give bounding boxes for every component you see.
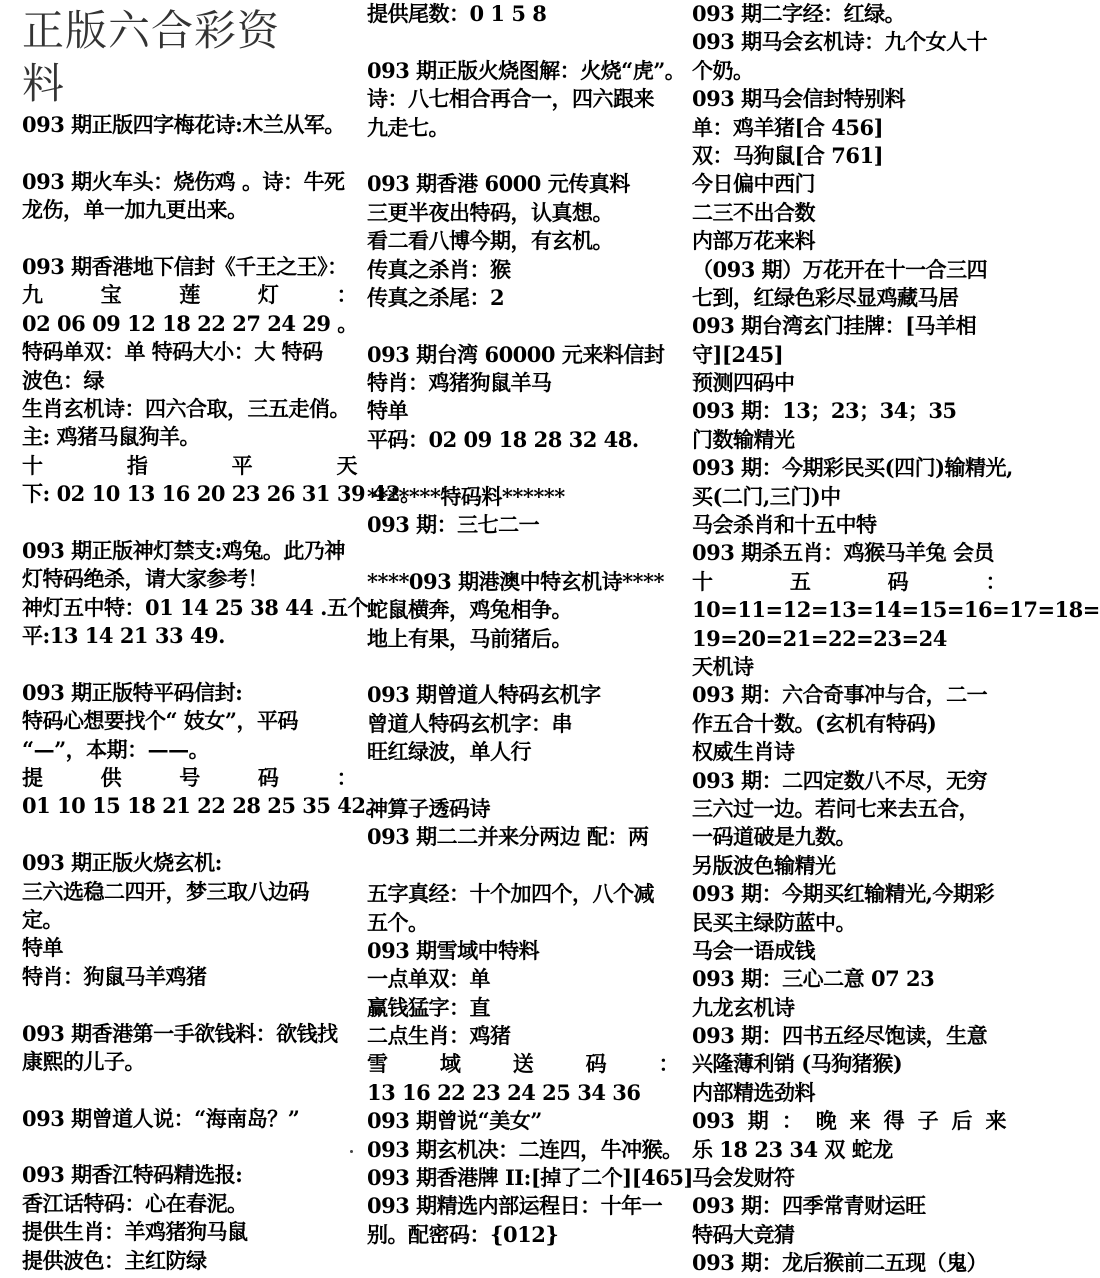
spaced-char: 九 [22,282,43,308]
text-line: 特码大竞猜 [692,1221,795,1247]
text-line: 二点生肖：鸡猪 [367,1023,511,1049]
page-title: 正版六合彩资 [22,6,281,55]
text-line: 波色：绿 [22,367,104,393]
blank-line [22,139,357,167]
text-line: 马会发财符 [692,1165,795,1191]
text-line: 093 期：四书五经尽饱读，生意 [692,1023,988,1049]
text-line: 另版波色输精光 [692,852,836,878]
spaced-char: 来 [849,1108,871,1134]
text-line: 093 期香港牌 II:[掉了二个][465] [367,1165,693,1191]
spaced-char: 供 [100,764,122,790]
spaced-char: ： [658,1051,679,1077]
text-line: 093 期正版四字梅花诗:木兰从军。 [22,112,345,137]
text-line: 下: 02 10 13 16 20 23 26 31 39 42。 [22,481,421,507]
text-line: 五字真经：十个加四个，八个减 [367,881,654,907]
text-line: 093 期二二并来分两边 配：两 [367,824,649,850]
text-line: 093 期火车头：烧伤鸡 。诗：牛死 [22,168,345,194]
spaced-char: ： [781,1108,803,1134]
spaced-char: 十 [22,452,43,478]
text-line: 地上有果，马前猪后。 [367,625,572,651]
blank-line [367,539,679,567]
text-line: 守][245] [692,341,784,367]
text-line: 康熙的儿子。 [22,1048,145,1074]
spaced-char: 得 [883,1108,905,1134]
text-line: 七到，红绿色彩尽显鸡藏马居 [692,284,959,310]
text-line: 神算子透码诗 [367,795,490,821]
text-line: 093 期玄机决：二连四，牛冲猴。 [367,1136,683,1162]
spaced-line [692,1107,1006,1135]
spaced-char: 码 [887,568,909,594]
text-line: 093 期香港第一手欲钱料：欲钱找 [22,1020,338,1046]
text-line: 093 期：六合奇事冲与合，二一 [692,682,988,708]
text-line: 传真之杀肖：猴 [367,256,511,282]
spaced-char: 莲 [179,282,200,308]
spaced-char: 灯 [257,282,279,308]
text-line: 093 期：四季常青财运旺 [692,1193,926,1219]
text-line: 个奶。 [692,57,754,83]
text-line: 093 期正版特平码信封: [22,679,243,705]
text-line: 灯特码绝杀，请大家参考！ [22,566,268,592]
text-line: 提供波色：主红防绿 [22,1247,207,1273]
text-line: 093 期香江特码精选报: [22,1162,243,1188]
text-line: 一点单双：单 [367,966,490,992]
text-line: （093 期）万花开在十一合三四 [692,256,988,282]
page-title-continued: 料 [22,59,66,108]
text-line: 双：马狗鼠[合 761] [692,142,884,168]
text-line: 曾道人特码玄机字：串 [367,710,572,736]
text-line: 093 期：今期买红输精光,今期彩 [692,881,994,907]
text-line: 九龙玄机诗 [692,994,795,1020]
text-line: 093 期曾道人说：“海南岛？” [22,1105,300,1131]
blank-line [22,508,357,536]
blank-line [22,1076,357,1104]
spaced-char: 码 [257,764,279,790]
spaced-char: 五 [789,568,811,594]
text-line: 传真之杀尾：2 [367,284,505,310]
text-line: 特单 [367,398,408,424]
text-line: 马会杀肖和十五中特 [692,512,877,538]
text-line: 民买主绿防蓝中。 [692,909,856,935]
text-line: 三六过一边。若问七来去五合， [692,795,979,821]
blank-line [22,821,357,849]
spaced-line [692,568,1006,596]
text-line: 093 期：13；23；34；35 [692,398,957,424]
text-line: 乐 18 23 34 双 蛇龙 [692,1136,893,1162]
text-line: 内部精选劲料 [692,1079,815,1105]
text-line: 买(二门,三门)中 [692,483,841,509]
text-line: 内部万花来料 [692,228,815,254]
text-line: 093 期二字经：红绿。 [692,1,906,26]
text-line: 提供生肖：羊鸡猪狗马鼠 [22,1219,248,1245]
spaced-line [22,281,357,309]
blank-line [22,225,357,253]
column-right [692,0,1100,1278]
text-line: 01 10 15 18 21 22 28 25 35 42。 [22,793,387,819]
text-line: 平:13 14 21 33 49. [22,623,225,649]
spaced-char: 天 [336,452,357,478]
text-line: 特单 [22,935,63,961]
blank-line [367,653,679,681]
text-line: 九走七。 [367,114,449,140]
text-line: 别。配密码：{012} [367,1221,559,1247]
spaced-char: ： [336,282,357,308]
text-line: 093 期台湾玄门挂牌：[马羊相 [692,313,977,339]
text-line: 门数输精光 [692,426,795,452]
blank-line [367,852,679,880]
text-line: ****093 期港澳中特玄机诗**** [367,568,665,594]
text-line: 主: 鸡猪马鼠狗羊。 [22,424,201,450]
text-line: 权威生肖诗 [692,739,795,765]
text-line: 单：鸡羊猪[合 456] [692,114,884,140]
spaced-char: ： [985,568,1006,594]
text-line: 093 期马会信封特别料 [692,86,906,112]
text-line: 093 期正版火烧玄机: [22,850,222,876]
spaced-char: 晚 [815,1108,837,1134]
text-line: 今日偏中西门 [692,171,815,197]
text-line: 093 期香港 6000 元传真料 [367,171,630,197]
spaced-char: 来 [985,1108,1006,1134]
blank-line [367,142,679,170]
text-line: 093 期精选内部运程日：十年一 [367,1193,663,1219]
spaced-char: 码 [585,1051,607,1077]
text-line: 诗：八七相合再合一，四六跟来 [367,86,654,112]
text-line: 二三不出合数 [692,199,815,225]
blank-line [22,1133,357,1161]
text-line: 提供尾数：0 1 5 8 [367,1,547,26]
text-line: 作五合十数。(玄机有特码) [692,710,937,736]
spaced-char: 平 [231,452,253,478]
text-line: 兴隆薄利销 (马狗猪猴) [692,1051,903,1077]
text-line: 香江话特码：心在春泥。 [22,1190,248,1216]
text-line: 三六选稳二四开，梦三取八边码 [22,878,309,904]
text-line: 赢钱猛字：直 [367,994,490,1020]
text-line: 马会一语成钱 [692,937,815,963]
text-line: 预测四码中 [692,370,795,396]
spaced-char: ： [336,764,357,790]
text-line: 一码道破是九数。 [692,824,856,850]
text-line: 093 期：三心二意 07 23 [692,966,935,992]
text-line: “—”，本期：——。 [22,736,210,762]
text-line: 神灯五中特：01 14 25 38 44 .五个 [22,594,368,620]
text-line: 093 期香港地下信封《千王之王》： [22,253,348,279]
text-line: 五个。 [367,909,429,935]
blank-line [367,767,679,795]
text-line: 特肖：鸡猪狗鼠羊马 [367,370,552,396]
text-line: *******特码料****** [367,483,565,509]
spaced-char: 十 [692,568,713,594]
spaced-char: 送 [512,1051,534,1077]
text-line: 定。 [22,906,63,932]
text-line: 蛇鼠横奔，鸡兔相争。 [367,597,572,623]
text-line: 093 期雪域中特料 [367,937,540,963]
stray-dot [350,1150,353,1153]
text-line: 093 期杀五肖：鸡猴马羊兔 会员 [692,540,994,566]
spaced-char: 号 [179,764,200,790]
text-line: 旺红绿波，单人行 [367,739,531,765]
spaced-line [367,1050,679,1078]
text-line: 093 期曾道人特码玄机字 [367,682,601,708]
text-line: 龙伤，单一加九更出来。 [22,197,248,223]
text-line: 13 16 22 23 24 25 34 36 [367,1079,641,1105]
spaced-char: 提 [22,764,43,790]
text-line: 10=11=12=13=14=15=16=17=18= [692,597,1100,623]
text-line: 天机诗 [692,653,754,679]
spaced-char: 期 [747,1108,769,1134]
text-line: 093 期：二四定数八不尽，无穷 [692,767,988,793]
text-line: 093 期曾说“美女” [367,1108,542,1134]
text-line: 19=20=21=22=23=24 [692,625,947,651]
text-line: 平码：02 09 18 28 32 48. [367,426,639,452]
spaced-line [22,764,357,792]
text-line: 093 期：三七二一 [367,512,540,538]
blank-line [22,991,357,1019]
blank-line [367,312,679,340]
blank-line [22,650,357,678]
text-line: 093 期：今期彩民买(四门)输精光, [692,455,1013,481]
text-line: 生肖玄机诗：四六合取，三五走俏。 [22,395,350,421]
blank-line [367,28,679,56]
spaced-char: 后 [951,1108,973,1134]
spaced-char: 宝 [100,282,122,308]
text-line: 093 期正版火烧图解：火烧“虎”。 [367,57,686,83]
text-line: 特码心想要找个“ 妓女”，平码 [22,708,298,734]
text-line: 特码单双：单 特码大小：大 特码 [22,339,323,365]
text-line: 093 期台湾 60000 元来料信封 [367,341,665,367]
spaced-char: 指 [126,452,148,478]
spaced-char: 子 [917,1108,939,1134]
text-line: 看二看八博今期，有玄机。 [367,228,613,254]
spaced-char: 雪 [367,1051,388,1077]
text-line: 三更半夜出特码，认真想。 [367,199,613,225]
spaced-line [22,452,357,480]
column-middle [367,0,693,1249]
spaced-char: 域 [439,1051,461,1077]
spaced-char: 093 [692,1108,735,1134]
text-line: 093 期正版神灯禁支:鸡兔。此乃神 [22,537,345,563]
text-line: 093 期：龙后猴前二五现（鬼） [692,1250,988,1276]
text-line: 093 期马会玄机诗：九个女人十 [692,29,988,55]
blank-line [367,454,679,482]
text-line: 特肖：狗鼠马羊鸡猪 [22,963,207,989]
text-line: 02 06 09 12 18 22 27 24 29 。 [22,310,358,336]
